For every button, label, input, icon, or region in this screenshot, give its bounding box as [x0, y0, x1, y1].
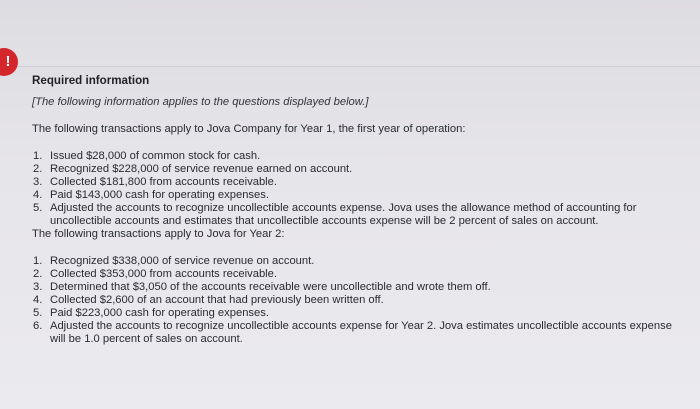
list-item: [33, 150, 687, 163]
year2-transaction-list: [32, 255, 687, 346]
list-item-text: Adjusted the accounts to recognize uncollectible accounts expense for Year 2. Jova estimates uncollectible accounts expense will be 1.0 percent of sales on account.: [50, 320, 672, 345]
list-item-text: Recognized $338,000 of service revenue on account.: [50, 255, 315, 267]
list-item: [33, 268, 687, 281]
list-item-text: Recognized $228,000 of service revenue earned on account.: [50, 163, 353, 175]
list-item-number: 4.: [33, 294, 43, 306]
list-item-number: 1.: [33, 255, 43, 267]
list-item: [33, 163, 687, 176]
list-item: [33, 294, 687, 307]
list-item-number: 5.: [33, 202, 43, 214]
list-item: [33, 320, 687, 346]
list-item-text: Issued $28,000 of common stock for cash.: [50, 150, 261, 162]
list-item-number: 6.: [33, 320, 43, 332]
list-item: [33, 202, 687, 228]
list-item: [33, 307, 687, 320]
list-item-text: Collected $353,000 from accounts receivable.: [50, 268, 277, 280]
list-item: [33, 189, 687, 202]
year1-intro: The following transactions apply to Jova Company for Year 1, the first year of operation:: [32, 123, 466, 135]
list-item-number: 2.: [33, 163, 43, 175]
year2-intro: The following transactions apply to Jova for Year 2:: [32, 228, 285, 240]
list-item-text: Collected $2,600 of an account that had previously been written off.: [50, 294, 384, 306]
list-item-number: 2.: [33, 268, 43, 280]
list-item: [33, 176, 687, 189]
list-item-number: 3.: [33, 176, 43, 188]
list-item-text: Paid $143,000 cash for operating expenses.: [50, 189, 269, 201]
section-note: [The following information applies to the questions displayed below.]: [32, 96, 369, 108]
required-information-panel: [32, 74, 687, 346]
list-item: [33, 255, 687, 268]
section-title: Required information: [32, 74, 150, 87]
list-item-text: Adjusted the accounts to recognize uncollectible accounts expense. Jova uses the allowance method of accounting for uncollectible accounts and estimates that uncollectible accounts expense will be 2 percent of sales on account.: [50, 202, 637, 227]
list-item-text: Determined that $3,050 of the accounts receivable were uncollectible and wrote them off.: [50, 281, 491, 293]
list-item-number: 3.: [33, 281, 43, 293]
list-item-number: 5.: [33, 307, 43, 319]
list-item-number: 1.: [33, 150, 43, 162]
list-item-text: Collected $181,800 from accounts receivable.: [50, 176, 277, 188]
top-band: [0, 0, 700, 67]
list-item: [33, 281, 687, 294]
year1-transaction-list: [32, 150, 687, 228]
list-item-number: 4.: [33, 189, 43, 201]
list-item-text: Paid $223,000 cash for operating expenses.: [50, 307, 269, 319]
alert-icon: !: [0, 48, 18, 76]
